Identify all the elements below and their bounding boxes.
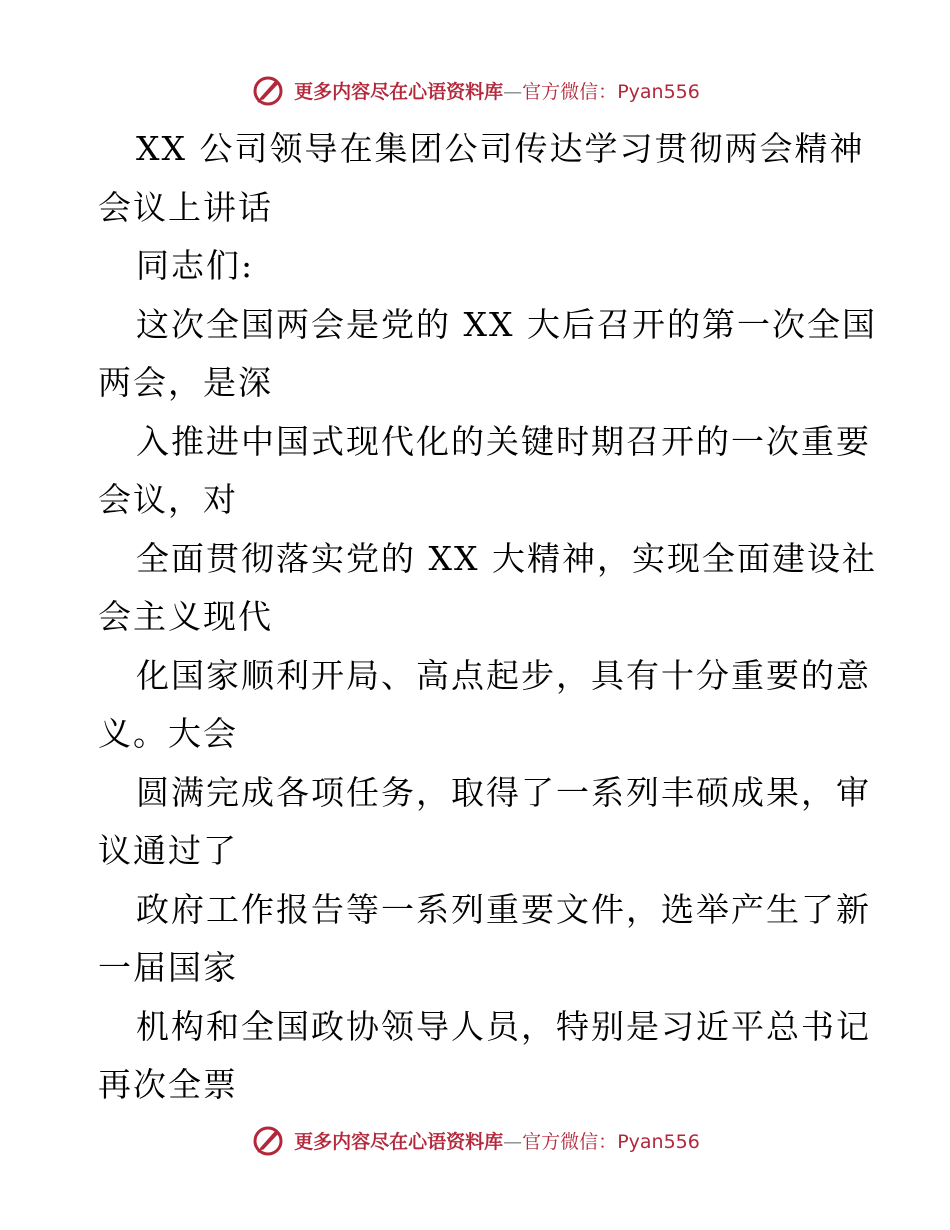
paragraph-line: 化国家顺利开局、高点起步，具有十分重要的意 [136, 655, 871, 695]
title-line-1: XX 公司领导在集团公司传达学习贯彻两会精神 [136, 129, 865, 168]
paragraph-line: 两会，是深 [98, 363, 273, 402]
banner-wechat-label: 官方微信： [522, 1130, 618, 1153]
paragraph-line: 会主义现代 [98, 597, 273, 636]
paragraph-line: 再次全票 [98, 1065, 238, 1104]
paragraph-line: 入推进中国式现代化的关键时期召开的一次重要 [136, 421, 871, 461]
document-body [98, 120, 877, 1115]
banner-brand: 更多内容尽在心语资料库 [294, 1130, 504, 1153]
paragraph-line: 议通过了 [98, 831, 238, 870]
salutation: 同志们: [136, 246, 255, 285]
quill-logo-icon [250, 72, 286, 108]
header-banner [0, 70, 950, 110]
title-line-2: 会议上讲话 [98, 187, 273, 227]
banner-wechat-id: Pyan556 [617, 1130, 700, 1153]
paragraph-line: 圆满完成各项任务，取得了一系列丰硕成果，审 [136, 772, 871, 812]
banner-text [294, 77, 700, 104]
paragraph-line: 全面贯彻落实党的 XX 大精神，实现全面建设社 [136, 538, 877, 578]
paragraph-line: 政府工作报告等一系列重要文件，选举产生了新 [136, 889, 871, 929]
banner-text [294, 1127, 700, 1154]
paragraph-line: 一届国家 [98, 948, 238, 987]
paragraph-line: 这次全国两会是党的 XX 大后召开的第一次全国 [136, 304, 877, 344]
quill-logo-icon [250, 1122, 286, 1158]
paragraph-line: 机构和全国政协领导人员，特别是习近平总书记 [136, 1006, 871, 1046]
footer-banner [0, 1120, 950, 1160]
banner-brand: 更多内容尽在心语资料库 [294, 80, 504, 103]
paragraph-line: 会议，对 [98, 480, 238, 519]
banner-wechat-id: Pyan556 [617, 80, 700, 103]
paragraph-line: 义。大会 [98, 714, 238, 753]
banner-separator: — [503, 80, 523, 103]
banner-separator: — [503, 1130, 523, 1153]
banner-wechat-label: 官方微信： [522, 80, 618, 103]
